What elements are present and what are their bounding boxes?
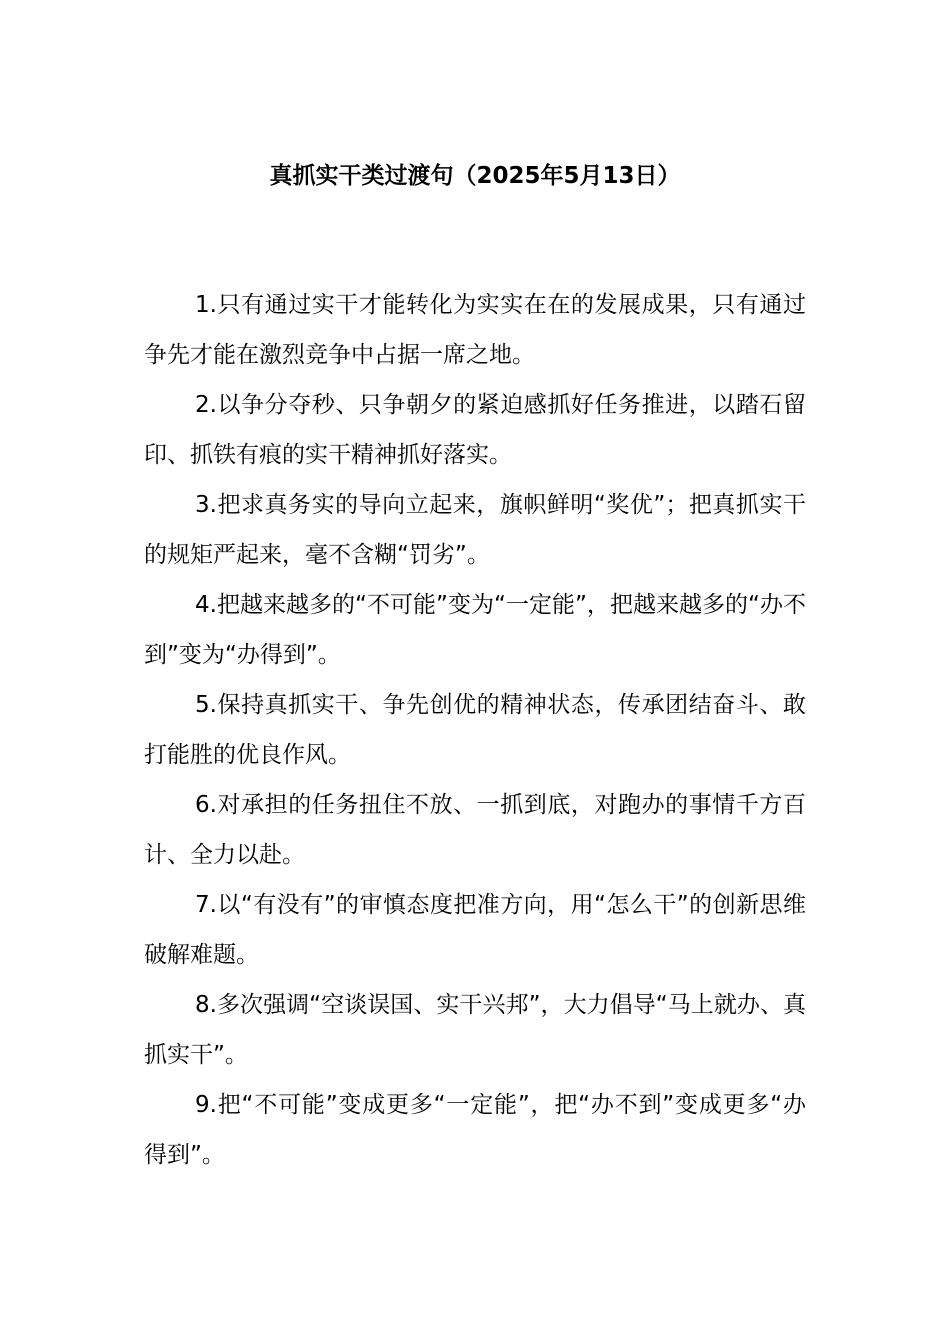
paragraph-4: 4.把越来越多的“不可能”变为“一定能”，把越来越多的“办不到”变为“办得到”。 [144,592,806,668]
paragraph-9: 9.把“不可能”变成更多“一定能”，把“办不到”变成更多“办得到”。 [144,1092,806,1168]
paragraph-3: 3.把求真务实的导向立起来，旗帜鲜明“奖优”；把真抓实干的规矩严起来，毫不含糊“罚劣”。 [144,492,806,568]
paragraph-1: 1.只有通过实干才能转化为实实在在的发展成果，只有通过争先才能在激烈竞争中占据一席之地。 [144,292,806,368]
paragraph-8: 8.多次强调“空谈误国、实干兴邦”，大力倡导“马上就办、真抓实干”。 [144,992,806,1068]
paragraph-7: 7.以“有没有”的审慎态度把准方向，用“怎么干”的创新思维破解难题。 [144,892,806,968]
document-title: 真抓实干类过渡句（2025年5月13日） [269,163,681,189]
document-body [144,280,806,1180]
paragraph-5: 5.保持真抓实干、争先创优的精神状态，传承团结奋斗、敢打能胜的优良作风。 [144,692,806,768]
paragraph-6: 6.对承担的任务扭住不放、一抓到底，对跑办的事情千方百计、全力以赴。 [144,792,806,868]
paragraph-2: 2.以争分夺秒、只争朝夕的紧迫感抓好任务推进，以踏石留印、抓铁有痕的实干精神抓好落实。 [144,392,806,468]
